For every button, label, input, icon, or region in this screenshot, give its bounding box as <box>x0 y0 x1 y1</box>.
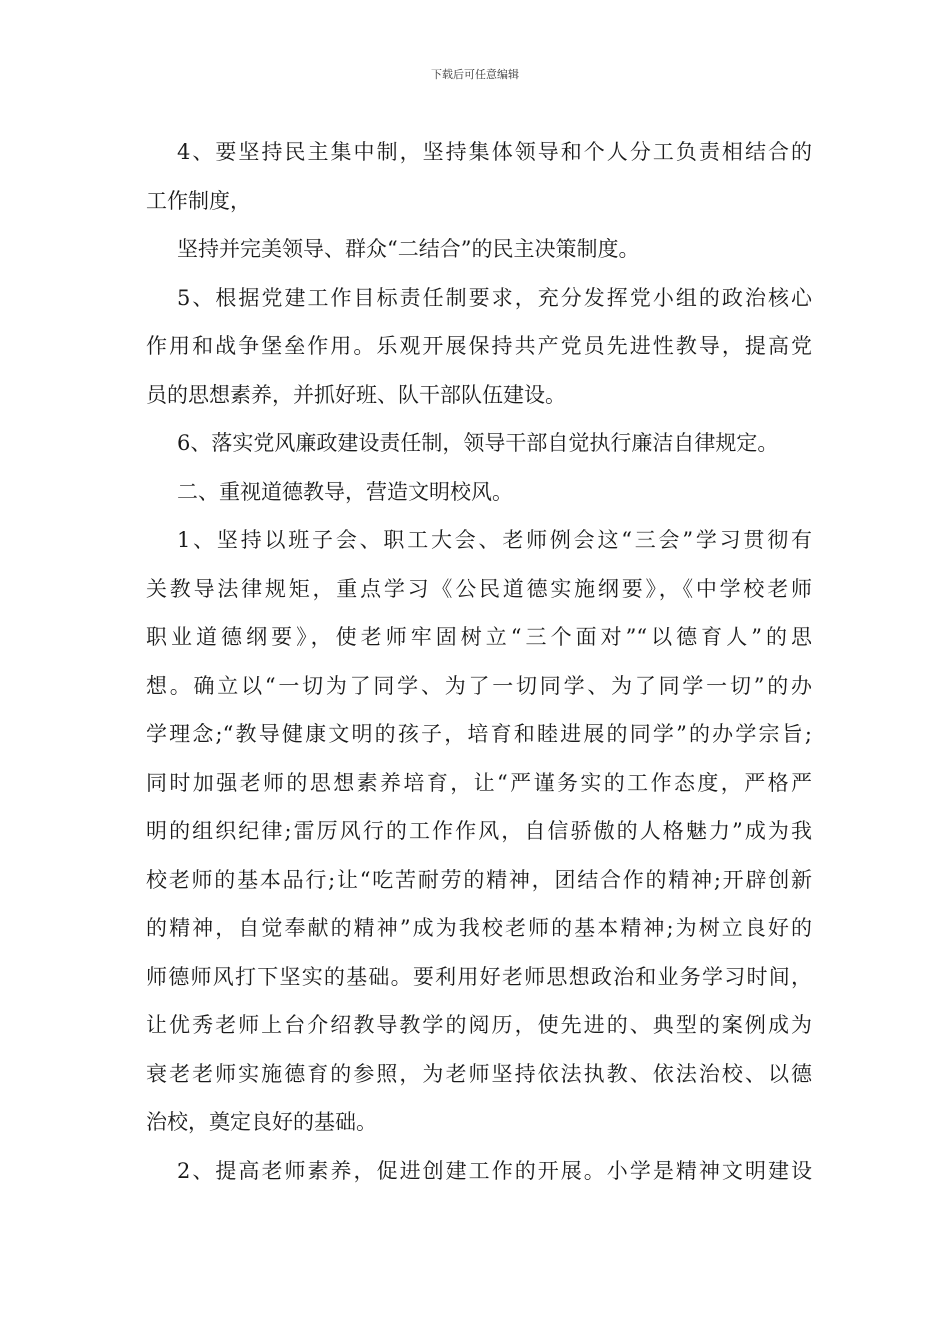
text-line: 师德师风打下坚实的基础。要利用好老师思想政治和业务学习时间， <box>146 964 812 989</box>
text-line: 同时加强老师的思想素养培育，让“严谨务实的工作态度，严格严 <box>146 770 812 795</box>
document-body <box>146 128 812 1195</box>
text-line: 关教导法律规矩，重点学习《公民道德实施纲要》，《中学校老师 <box>146 576 812 601</box>
text-line: 治校，奠定良好的基础。 <box>146 1110 377 1134</box>
text-line: 的精神，自觉奉献的精神”成为我校老师的基本精神;为树立良好的 <box>146 916 812 940</box>
text-line: 1、坚持以班子会、职工大会、老师例会这“三会”学习贯彻有 <box>177 528 812 552</box>
text-line: 让优秀老师上台介绍教导教学的阅历，使先进的、典型的案例成为 <box>146 1013 812 1037</box>
text-line: 校老师的基本品行;让“吃苦耐劳的精神，团结合作的精神;开辟创新 <box>146 867 812 892</box>
text-line: 想。确立以“一切为了同学、为了一切同学、为了同学一切”的办 <box>146 673 812 698</box>
text-line: 学理念;“教导健康文明的孩子，培育和睦进展的同学”的办学宗旨; <box>146 722 812 746</box>
text-line: 二、重视道德教导，营造文明校风。 <box>177 479 513 504</box>
text-line: 6、落实党风廉政建设责任制，领导干部自觉执行廉洁自律规定。 <box>177 431 779 455</box>
text-line: 衰老老师实施德育的参照，为老师坚持依法执教、依法治校、以德 <box>146 1061 812 1086</box>
text-line: 坚持并完美领导、群众“二结合”的民主决策制度。 <box>177 237 640 261</box>
text-line: 4、要坚持民主集中制，坚持集体领导和个人分工负责相结合的 <box>177 140 812 164</box>
text-line: 作用和战争堡垒作用。乐观开展保持共产党员先进性教导，提高党 <box>146 334 812 358</box>
text-line: 明的组织纪律;雷厉风行的工作作风，自信骄傲的人格魅力”成为我 <box>146 819 812 843</box>
text-line: 员的思想素养，并抓好班、队干部队伍建设。 <box>146 382 566 407</box>
page-header: 下载后可任意编辑 <box>431 68 519 81</box>
text-line: 5、根据党建工作目标责任制要求，充分发挥党小组的政治核心 <box>177 285 812 310</box>
text-line: 工作制度， <box>146 188 251 213</box>
text-line: 2、提高老师素养，促进创建工作的开展。小学是精神文明建设 <box>177 1158 812 1183</box>
text-line: 职业道德纲要》，使老师牢固树立“三个面对”“以德育人”的思 <box>146 625 812 649</box>
